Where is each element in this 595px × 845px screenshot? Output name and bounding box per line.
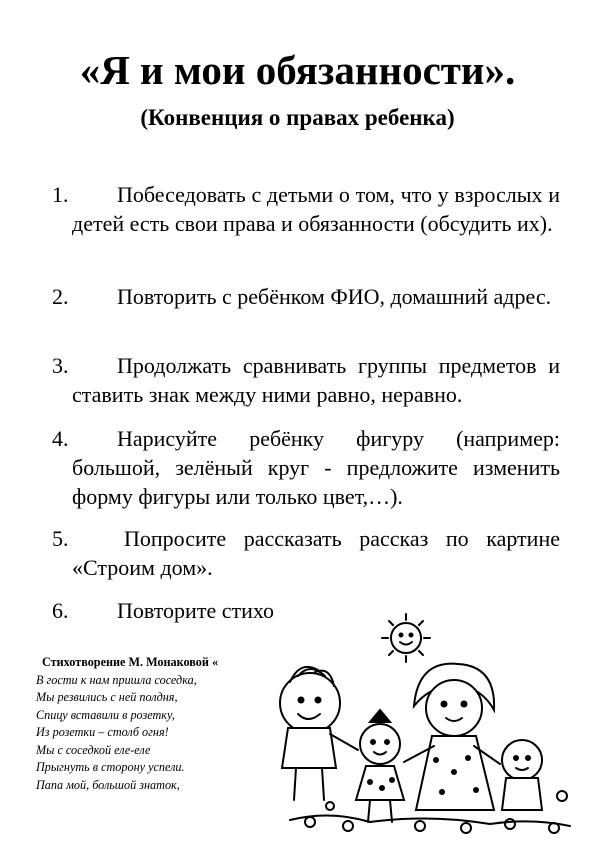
task-first-word: Продолжать <box>117 353 232 378</box>
task-item <box>40 524 560 582</box>
poem-line: Из розетки – столб огня! <box>36 725 169 739</box>
task-number: 1. <box>52 182 69 207</box>
task-number: 5. <box>52 526 69 551</box>
task-number: 3. <box>52 353 69 378</box>
page-title: «Я и мои обязанности». <box>79 47 516 93</box>
task-number: 6. <box>52 598 69 623</box>
task-text: с детьми о том, что у взрослых и детей есть свои права и обязанности (обсудить их). <box>72 182 560 236</box>
poem-line: Папа мой, большой знаток, <box>36 777 180 792</box>
mother-icon <box>404 664 500 810</box>
poem-line: Мы резвились с ней полдня, <box>36 690 178 704</box>
poem <box>36 654 276 794</box>
task-first-word: Попросите <box>124 526 227 551</box>
task-first-word: Повторите <box>117 598 217 623</box>
task-text: сравнивать группы предметов и ставить знак между ними равно, неравно. <box>72 353 560 407</box>
task-item <box>40 351 560 409</box>
task-first-word: Побеседовать <box>117 182 246 207</box>
poem-line: Мы с соседкой еле-еле <box>36 742 151 757</box>
task-text: стихо <box>216 598 275 623</box>
task-number: 4. <box>52 426 69 451</box>
task-first-word: Повторить <box>117 284 217 309</box>
poem-line: Прыгнуть в сторону успели. <box>36 760 185 774</box>
page-subtitle: (Конвенция о правах ребенка) <box>140 105 455 130</box>
poem-line: В гости к нам пришла соседка, <box>36 672 197 687</box>
task-item <box>40 180 560 238</box>
task-item <box>40 282 560 311</box>
family-sun-flowers-drawing-icon <box>270 600 590 845</box>
task-first-word: Нарисуйте <box>117 426 218 451</box>
task-text: с ребёнком ФИО, домашний адрес. <box>216 284 552 309</box>
girl-icon <box>356 710 404 822</box>
boy-icon <box>280 667 358 800</box>
task-item <box>40 424 560 511</box>
task-text: рассказать рассказ по картине «Строим дом». <box>72 526 560 580</box>
poem-line: Спицу вставили в розетку, <box>36 707 175 722</box>
sun-icon <box>382 614 430 662</box>
task-number: 2. <box>52 284 69 309</box>
poem-title: Стихотворение М. Монаковой « <box>42 655 219 669</box>
task-text: ребёнку фигуру (например: большой, зелёный круг - предложите изменить форму фигуры или только цвет,…). <box>72 426 560 509</box>
baby-icon <box>502 740 542 810</box>
